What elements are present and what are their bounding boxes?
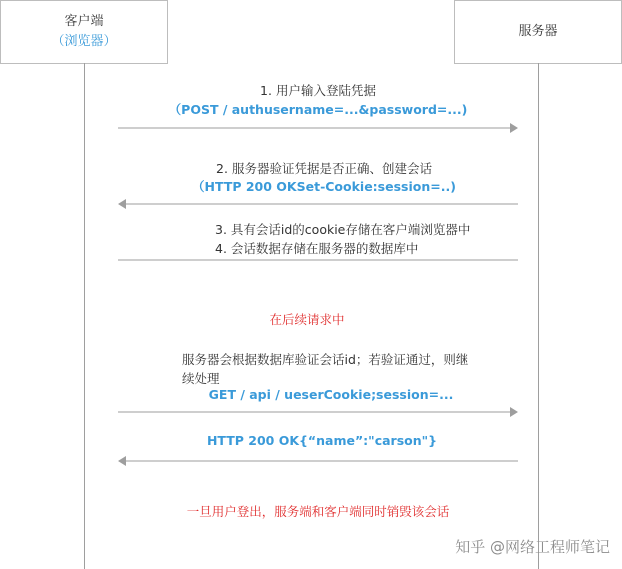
- process-description-continued: 续处理: [182, 371, 220, 386]
- arrowhead-api-response: [118, 456, 126, 466]
- message-1-label: 1. 用户输入登陆凭据: [260, 83, 376, 98]
- message-3-label: 3. 具有会话id的cookie存储在客户端浏览器中: [215, 222, 471, 237]
- api-request-label: GET / api / ueserCookie;session=...: [208, 387, 454, 402]
- server-actor-title: 服务器: [518, 24, 558, 39]
- message-1-detail: （POST / authusername=...&password=...): [168, 102, 468, 117]
- process-description: 服务器会根据数据库验证会话id；若验证通过，则继: [182, 352, 469, 367]
- watermark: 知乎 @网络工程师笔记: [455, 538, 610, 556]
- arrowhead-api-request: [510, 407, 518, 417]
- message-2-detail: （HTTP 200 OKSet-Cookie:session=..): [192, 179, 456, 194]
- client-actor-subtitle: （浏览器）: [51, 34, 117, 49]
- message-2-label: 2. 服务器验证凭据是否正确、创建会话: [216, 161, 432, 176]
- logout-note: 一旦用户登出，服务端和客户端同时销毁该会话: [186, 504, 450, 519]
- arrowhead-login-request: [510, 123, 518, 133]
- message-4-label: 4. 会话数据存储在服务器的数据库中: [215, 241, 419, 256]
- arrowhead-session-created: [118, 199, 126, 209]
- later-requests-title: 在后续请求中: [269, 312, 345, 327]
- client-actor-title: 客户端: [64, 14, 104, 29]
- api-response-label: HTTP 200 OK{“name”:"carson"}: [206, 433, 438, 448]
